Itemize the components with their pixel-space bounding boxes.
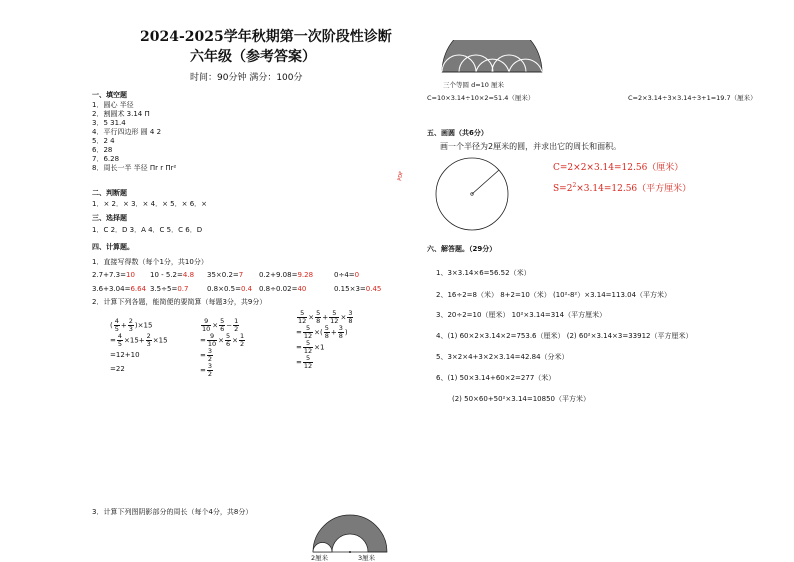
exercise-3 [296,310,354,370]
judge-heading: 二、判断题 [92,189,127,197]
ex3-step2: = $\frac{5}{12}$ ×( $\frac{5}{8}$ + $\frac{3}{8}$ ) [296,324,348,340]
red-stamp-mark: PDF [397,170,405,182]
calc-part3-title: 3．计算下列图阴影部分的周长（每个4分，共8分） [92,508,253,516]
solve-line-4: 4、(1) 60×2×3.14×2=753.6（厘米） (2) 60²×3.14×3=33912（平方厘米） [436,332,693,340]
ex1-step3: =12+10 [110,351,140,359]
fill-heading: 一、填空题 [92,91,127,99]
draw-description: 画一个半径为2厘米的圆，并求出它的周长和面积。 [440,142,622,151]
calc-part2-title: 2．计算下列各题，能简便的要简算（每题3分，共9分） [92,298,267,306]
ex1-step1: ( $\frac{4}{5}$ + $\frac{2}{3}$ )×15 [110,317,153,333]
exercise-2 [200,318,246,378]
oral-item: 10 - 5.2=4.8 [150,271,195,279]
fill-line: 8．周长一半 半径 Пr r Пr² [92,164,177,172]
ex3-step4: = $\frac{5}{12}$ [296,354,313,370]
label-2cm: 2厘米 [311,554,329,562]
oral-item: 0.15×3=0.45 [334,285,382,293]
solve-line-3: 3、20÷2=10（厘米） 10²×3.14=314（平方厘米） [436,311,607,319]
oral-item: 35×0.2=7 [207,271,244,279]
ex1-step4: =22 [110,365,125,373]
solve-line-2: 2、16÷2=8（米） 8+2=10（米） (10²-8²）×3.14=113.04（平方米） [436,291,672,299]
fill-line: 2．割圆术 3.14 П [92,110,150,118]
radius-line [472,170,499,194]
oral-item: 0.8÷0.02=40 [259,285,307,293]
three-circles-figure [437,40,547,80]
circumference-answer: C=2×2×3.14=12.56（厘米） [553,163,684,173]
oral-row-2 [92,285,381,293]
ex1-step2: = $\frac{4}{5}$ ×15+ $\frac{2}{3}$ ×15 [110,332,168,348]
solve-line-5: 5、3×2×4+3×2×3.14=42.84（分米） [436,353,569,361]
figure-note: 三个等圆 d=10 厘米 [443,81,504,89]
label-3cm: 3厘米 [358,554,376,562]
ex2-step4: = $\frac{3}{2}$ [200,362,213,378]
page-title: 2024-2025学年秋期第一次阶段性诊断 [140,29,392,45]
oral-row-1 [92,271,359,279]
fill-line: 4．平行四边形 圆 4 2 [92,128,162,136]
ex2-step2: = $\frac{9}{10}$ × $\frac{5}{6}$ × $\frac{1}{2}$ [200,332,245,348]
perimeter-right: C=2×3.14÷3×3.14÷3+1=19.7（厘米） [628,94,757,102]
ex2-step3: = $\frac{3}{2}$ [200,347,213,363]
ex3-step3: = $\frac{5}{12}$ ×1 [296,339,325,355]
oral-item: 2.7+7.3=10 [92,271,135,279]
oral-item: 0÷4=0 [334,271,360,279]
fill-line: 7．6.28 [92,155,120,163]
fill-line: 5．2 4 [92,137,115,145]
ex3-step1: $\frac{5}{12}$ × $\frac{5}{8}$ + $\frac{5}{12}$ × $\frac{3}{8}$ [298,309,353,325]
page-subtitle: 六年级（参考答案） [190,49,316,65]
oral-item: 3.5÷5=0.7 [150,285,189,293]
choice-answers: 1．C 2．D 3．A 4．C 5．C 6．D [92,226,203,234]
calc-heading: 四、计算题。 [92,243,134,251]
shaded-semicircle-figure [305,512,395,558]
oral-item: 0.8×0.5=0.4 [207,285,253,293]
solve-line-1: 1、3×3.14×6=56.52（米） [436,269,531,277]
calc-part1-title: 1．直接写得数（每个1分，共10分） [92,258,208,266]
fill-line: 3．5 31.4 [92,119,126,127]
ex2-step1: $\frac{9}{10}$ × $\frac{5}{6}$ − $\frac{1}{2}$ [202,317,239,333]
solve-line-7: (2) 50×60+50²×3.14=10850（平方米） [452,395,590,403]
exam-meta: 时间：90分钟 满分：100分 [190,73,303,83]
area-answer: $S=2^2\times 3.14=12.56$（平方厘米） [553,182,692,194]
oral-item: 0.2+9.08=9.28 [259,271,314,279]
choice-heading: 三、选择题 [92,214,127,222]
oral-item: 3.6+3.04=6.64 [92,285,147,293]
center-point [349,551,351,553]
solve-line-6: 6、(1) 50×3.14+60×2=277（米） [436,374,556,382]
judge-answers: 1．× 2．× 3．× 4．× 5．× 6．× [92,200,208,208]
fill-answers [92,101,176,173]
exercise-1 [110,318,168,376]
fill-line: 6．28 [92,146,113,154]
fill-line: 1．圆心 半径 [92,101,134,109]
perimeter-left: C=10×3.14÷10×2=51.4（厘米） [427,94,535,102]
solve-heading: 六、解答题。（29分） [427,245,497,253]
circle-drawing [428,152,518,238]
draw-heading: 五、画圆（共6分） [427,129,488,137]
